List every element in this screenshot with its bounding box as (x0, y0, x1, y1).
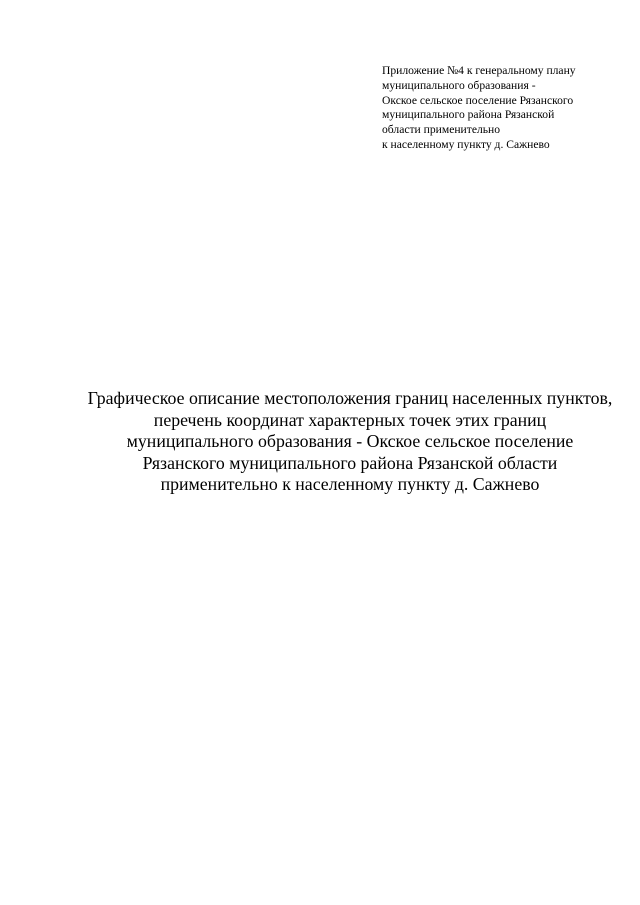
annex-line: Приложение №4 к генеральному плану (382, 64, 576, 77)
document-title (60, 388, 640, 496)
annex-line: области применительно (382, 123, 501, 137)
annex-line: муниципального района Рязанской (382, 108, 555, 122)
title-line: Графическое описание местоположения границ населенных пунктов, (87, 388, 613, 408)
annex-line: к населенному пункту д. Сажнево (382, 137, 550, 151)
title-line: муниципального образования - Окское сельское поселение (126, 431, 574, 452)
title-line: применительно к населенному пункту д. Сажнево (160, 474, 540, 495)
annex-line: Окское сельское поселение Рязанского (382, 93, 574, 107)
annex-reference (382, 64, 622, 153)
title-line: Рязанского муниципального района Рязанской области (142, 452, 558, 473)
title-line: перечень координат характерных точек этих границ (153, 409, 547, 430)
annex-line: муниципального образования - (382, 78, 536, 92)
